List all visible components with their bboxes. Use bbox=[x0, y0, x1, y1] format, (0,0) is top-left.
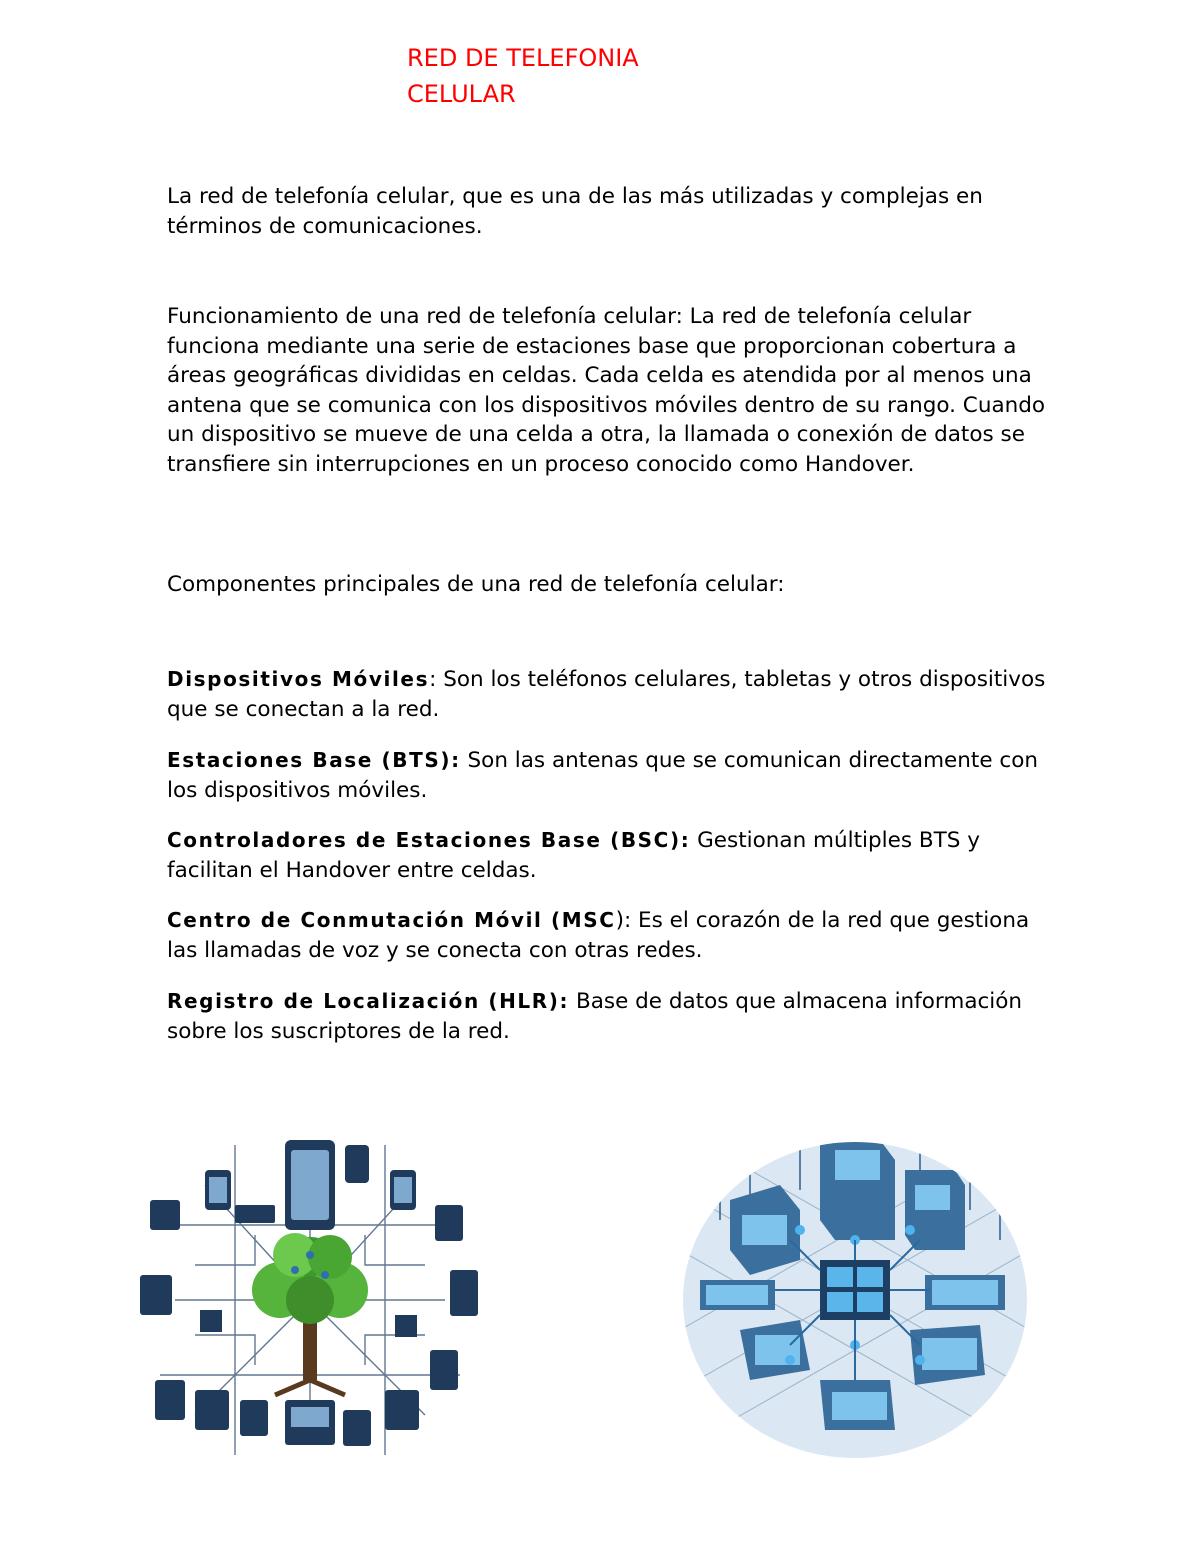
component-term: Centro de Conmutación Móvil (MSC bbox=[167, 908, 616, 932]
intro-paragraph: La red de telefonía celular, que es una de las más utilizadas y complejas en términos de comunicaciones. bbox=[167, 184, 983, 239]
functioning-paragraph: Funcionamiento de una red de telefonía celular: La red de telefonía celular funciona mediante una serie de estaciones base que proporcionan cobertura a áreas geográficas divididas en celdas. Cada celda es atendida por al menos una antena que se comunica con los dispositivos móviles dentro de su rango. Cuando un dispositivo se mueve de una celda a otra, la llamada o conexión de datos se transfiere sin interrupciones en un proceso conocido como Handover. bbox=[167, 304, 1046, 477]
component-term: Controladores de Estaciones Base (BSC): bbox=[167, 828, 691, 852]
component-description: Base de datos que almacena información sobre los suscriptores de la red. bbox=[167, 989, 1023, 1044]
component-item bbox=[167, 746, 1047, 805]
component-term: Registro de Localización (HLR): bbox=[167, 989, 570, 1013]
components-heading: Componentes principales de una red de telefonía celular: bbox=[167, 572, 785, 597]
component-description: Son las antenas que se comunican directamente con los dispositivos móviles. bbox=[167, 748, 1038, 803]
component-term: Estaciones Base (BTS): bbox=[167, 748, 461, 772]
component-description: Es el corazón de la red que gestiona las llamadas de voz y se conecta con otras redes. bbox=[167, 908, 1030, 963]
network-tree-illustration-icon bbox=[135, 1125, 485, 1475]
component-description: Gestionan múltiples BTS y facilitan el Handover entre celdas. bbox=[167, 828, 980, 883]
component-description: Son los teléfonos celulares, tabletas y otros dispositivos que se conectan a la red. bbox=[167, 667, 1046, 722]
component-item bbox=[167, 826, 1047, 885]
component-separator: ): bbox=[615, 908, 632, 933]
component-item bbox=[167, 987, 1047, 1046]
isometric-network-illustration-icon bbox=[680, 1130, 1030, 1460]
component-separator: : bbox=[429, 667, 437, 692]
component-item bbox=[167, 665, 1047, 724]
component-item bbox=[167, 906, 1047, 965]
document-title: RED DE TELEFONIA CELULAR bbox=[407, 44, 639, 108]
component-term: Dispositivos Móviles bbox=[167, 667, 430, 691]
